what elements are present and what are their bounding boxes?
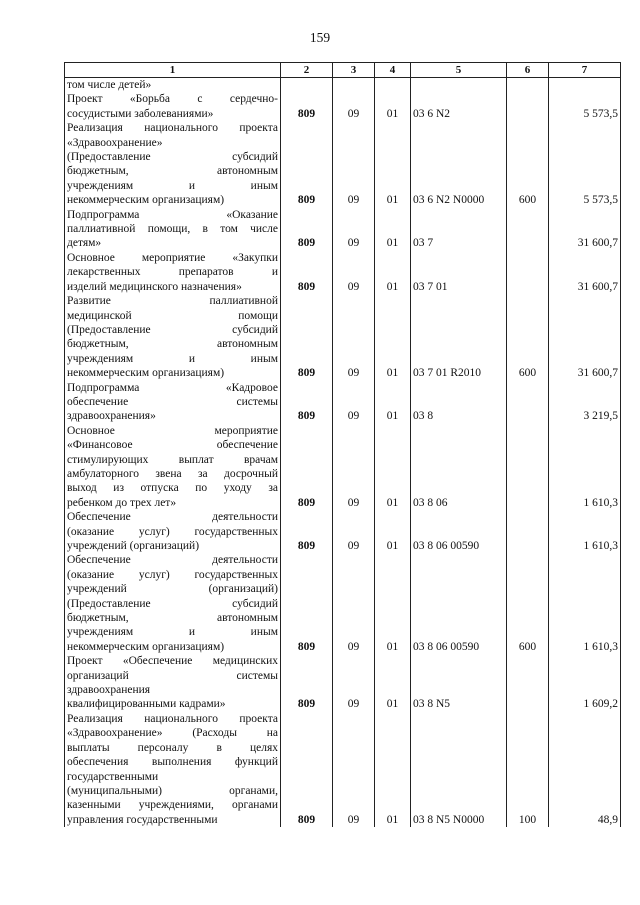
amount: 31 600,7 bbox=[549, 294, 621, 380]
chapter-code: 809 bbox=[281, 294, 333, 380]
section-code: 09 bbox=[333, 712, 375, 827]
row-description bbox=[65, 208, 281, 251]
amount: 31 600,7 bbox=[549, 251, 621, 294]
table-row bbox=[65, 510, 621, 553]
subsection-code: 01 bbox=[375, 424, 411, 510]
expense-type-code bbox=[507, 208, 549, 251]
column-header: 1 bbox=[65, 63, 281, 78]
amount bbox=[549, 78, 621, 93]
expense-type-code bbox=[507, 92, 549, 121]
row-description bbox=[65, 78, 281, 93]
expense-type-code: 100 bbox=[507, 712, 549, 827]
description-line: бюджетным, автономным bbox=[67, 165, 278, 178]
row-description bbox=[65, 294, 281, 380]
amount: 1 610,3 bbox=[549, 553, 621, 654]
description-line: «Финансовое обеспечение bbox=[67, 439, 278, 452]
description-line: некоммерческим организациям) bbox=[67, 194, 225, 207]
table-row bbox=[65, 208, 621, 251]
description-line: Обеспечение деятельности bbox=[67, 511, 278, 524]
chapter-code: 809 bbox=[281, 121, 333, 207]
target-article-code: 03 8 06 00590 bbox=[411, 510, 507, 553]
amount: 5 573,5 bbox=[549, 92, 621, 121]
expense-type-code bbox=[507, 654, 549, 712]
expense-type-code bbox=[507, 78, 549, 93]
description-line: лекарственных препаратов и bbox=[67, 266, 278, 279]
amount: 48,9 bbox=[549, 712, 621, 827]
row-description bbox=[65, 381, 281, 424]
chapter-code: 809 bbox=[281, 424, 333, 510]
description-line: Подпрограмма «Кадровое bbox=[67, 381, 278, 394]
column-header: 6 bbox=[507, 63, 549, 78]
description-line: Основное мероприятие bbox=[67, 424, 278, 437]
description-line: бюджетным, автономным bbox=[67, 338, 278, 351]
description-line: организаций системы bbox=[67, 669, 278, 682]
description-line: квалифицированными кадрами» bbox=[67, 698, 226, 711]
expense-type-code bbox=[507, 251, 549, 294]
table-row bbox=[65, 712, 621, 827]
section-code: 09 bbox=[333, 424, 375, 510]
budget-table bbox=[64, 62, 621, 827]
target-article-code: 03 8 06 00590 bbox=[411, 553, 507, 654]
amount: 3 219,5 bbox=[549, 381, 621, 424]
table-row bbox=[65, 78, 621, 93]
description-line: (муниципальными) органами, bbox=[67, 784, 278, 797]
amount: 1 610,3 bbox=[549, 510, 621, 553]
description-line: бюджетным, автономным bbox=[67, 612, 278, 625]
subsection-code: 01 bbox=[375, 92, 411, 121]
subsection-code: 01 bbox=[375, 712, 411, 827]
target-article-code: 03 8 N5 bbox=[411, 654, 507, 712]
subsection-code: 01 bbox=[375, 208, 411, 251]
table-row bbox=[65, 424, 621, 510]
chapter-code: 809 bbox=[281, 208, 333, 251]
description-line: детям» bbox=[67, 237, 102, 250]
chapter-code: 809 bbox=[281, 92, 333, 121]
description-line: здравоохранения bbox=[67, 684, 151, 697]
description-line: некоммерческим организациям) bbox=[67, 367, 225, 380]
column-header: 4 bbox=[375, 63, 411, 78]
row-description bbox=[65, 654, 281, 712]
subsection-code: 01 bbox=[375, 510, 411, 553]
chapter-code: 809 bbox=[281, 251, 333, 294]
description-line: «Здравоохранение» (Расходы на bbox=[67, 727, 278, 740]
target-article-code: 03 7 bbox=[411, 208, 507, 251]
description-line: обеспечение системы bbox=[67, 395, 278, 408]
description-line: государственными bbox=[67, 770, 159, 783]
chapter-code: 809 bbox=[281, 381, 333, 424]
section-code: 09 bbox=[333, 92, 375, 121]
description-line: Проект «Борьба с сердечно- bbox=[67, 93, 278, 106]
description-line: Основное мероприятие «Закупки bbox=[67, 251, 278, 264]
table-row bbox=[65, 92, 621, 121]
description-line: обеспечения выполнения функций bbox=[67, 756, 278, 769]
description-line: выход из отпуска по уходу за bbox=[67, 482, 278, 495]
expense-type-code bbox=[507, 510, 549, 553]
amount: 31 600,7 bbox=[549, 208, 621, 251]
header-row bbox=[65, 63, 621, 78]
description-line: медицинской помощи bbox=[67, 309, 278, 322]
description-line: Реализация национального проекта bbox=[67, 712, 278, 725]
description-line: учреждениям и иным bbox=[67, 626, 278, 639]
column-header: 3 bbox=[333, 63, 375, 78]
description-line: (Предоставление субсидий bbox=[67, 323, 278, 336]
section-code: 09 bbox=[333, 510, 375, 553]
target-article-code: 03 7 01 bbox=[411, 251, 507, 294]
description-line: выплаты персоналу в целях bbox=[67, 741, 278, 754]
row-description bbox=[65, 553, 281, 654]
row-description bbox=[65, 510, 281, 553]
column-header: 2 bbox=[281, 63, 333, 78]
description-line: некоммерческим организациям) bbox=[67, 640, 225, 653]
table-row bbox=[65, 654, 621, 712]
section-code bbox=[333, 78, 375, 93]
target-article-code: 03 7 01 R2010 bbox=[411, 294, 507, 380]
subsection-code: 01 bbox=[375, 294, 411, 380]
description-line: (оказание услуг) государственных bbox=[67, 568, 278, 581]
table-row bbox=[65, 251, 621, 294]
description-line: паллиативной помощи, в том числе bbox=[67, 223, 278, 236]
section-code: 09 bbox=[333, 251, 375, 294]
section-code: 09 bbox=[333, 208, 375, 251]
chapter-code bbox=[281, 78, 333, 93]
page-number: 159 bbox=[309, 30, 331, 45]
description-line: Развитие паллиативной bbox=[67, 295, 278, 308]
subsection-code: 01 bbox=[375, 121, 411, 207]
column-header: 5 bbox=[411, 63, 507, 78]
column-header: 7 bbox=[549, 63, 621, 78]
description-line: (Предоставление субсидий bbox=[67, 597, 278, 610]
expense-type-code bbox=[507, 381, 549, 424]
expense-type-code: 600 bbox=[507, 294, 549, 380]
description-line: том числе детей» bbox=[67, 79, 152, 91]
description-line: здравоохранения» bbox=[67, 410, 156, 423]
description-line: (оказание услуг) государственных bbox=[67, 525, 278, 538]
chapter-code: 809 bbox=[281, 712, 333, 827]
subsection-code: 01 bbox=[375, 654, 411, 712]
target-article-code: 03 8 N5 N0000 bbox=[411, 712, 507, 827]
chapter-code: 809 bbox=[281, 654, 333, 712]
table-row bbox=[65, 121, 621, 207]
description-line: амбулаторного звена за досрочный bbox=[67, 467, 278, 480]
description-line: «Здравоохранение» bbox=[67, 136, 163, 149]
subsection-code: 01 bbox=[375, 553, 411, 654]
expense-type-code: 600 bbox=[507, 553, 549, 654]
section-code: 09 bbox=[333, 294, 375, 380]
table-row bbox=[65, 294, 621, 380]
description-line: изделий медицинского назначения» bbox=[67, 280, 242, 293]
row-description bbox=[65, 251, 281, 294]
description-line: учреждениям и иным bbox=[67, 179, 278, 192]
target-article-code bbox=[411, 78, 507, 93]
section-code: 09 bbox=[333, 121, 375, 207]
description-line: ребенком до трех лет» bbox=[67, 496, 177, 509]
table-row bbox=[65, 381, 621, 424]
description-line: учреждений (организаций) bbox=[67, 583, 278, 596]
subsection-code bbox=[375, 78, 411, 93]
row-description bbox=[65, 712, 281, 827]
description-line: стимулирующих выплат врачам bbox=[67, 453, 278, 466]
subsection-code: 01 bbox=[375, 381, 411, 424]
row-description bbox=[65, 121, 281, 207]
target-article-code: 03 8 bbox=[411, 381, 507, 424]
section-code: 09 bbox=[333, 381, 375, 424]
amount: 1 610,3 bbox=[549, 424, 621, 510]
target-article-code: 03 6 N2 bbox=[411, 92, 507, 121]
chapter-code: 809 bbox=[281, 553, 333, 654]
table-row bbox=[65, 553, 621, 654]
amount: 1 609,2 bbox=[549, 654, 621, 712]
expense-type-code: 600 bbox=[507, 121, 549, 207]
description-line: учреждений (организаций) bbox=[67, 540, 200, 552]
description-line: учреждениям и иным bbox=[67, 352, 278, 365]
description-line: казенными учреждениями, органами bbox=[67, 799, 278, 812]
description-line: (Предоставление субсидий bbox=[67, 151, 278, 164]
amount: 5 573,5 bbox=[549, 121, 621, 207]
row-description bbox=[65, 424, 281, 510]
description-line: Проект «Обеспечение медицинских bbox=[67, 655, 278, 668]
expense-type-code bbox=[507, 424, 549, 510]
row-description bbox=[65, 92, 281, 121]
chapter-code: 809 bbox=[281, 510, 333, 553]
description-line: Обеспечение деятельности bbox=[67, 554, 278, 567]
section-code: 09 bbox=[333, 654, 375, 712]
description-line: управления государственными bbox=[67, 813, 218, 826]
description-line: сосудистыми заболеваниями» bbox=[67, 107, 214, 120]
description-line: Реализация национального проекта bbox=[67, 122, 278, 135]
target-article-code: 03 6 N2 N0000 bbox=[411, 121, 507, 207]
description-line: Подпрограмма «Оказание bbox=[67, 208, 278, 221]
subsection-code: 01 bbox=[375, 251, 411, 294]
target-article-code: 03 8 06 bbox=[411, 424, 507, 510]
section-code: 09 bbox=[333, 553, 375, 654]
